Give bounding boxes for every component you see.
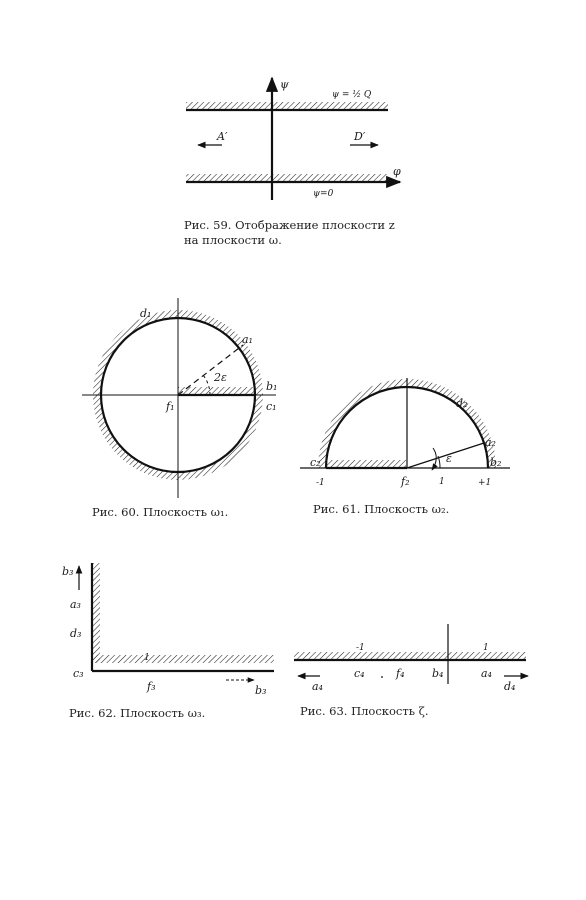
fig61-label-c: c₂ — [310, 456, 321, 469]
fig61-label-minus1: -1 — [316, 478, 325, 488]
fig62-label-f: f₃ — [147, 680, 156, 693]
fig63-label-a-left: a₄ — [312, 680, 323, 693]
fig60-diagram — [82, 298, 277, 498]
fig61-label-b: b₂ — [490, 456, 502, 469]
fig59-top-line-label: ψ = ½ Q — [332, 90, 372, 100]
fig59-caption-line2: на плоскости ω. — [184, 233, 282, 247]
fig63-label-a: a₄ — [481, 667, 492, 680]
fig60-label-a: a₁ — [242, 333, 253, 346]
fig61-label-plus1: +1 — [478, 478, 492, 488]
fig59-top-hatch — [186, 102, 388, 110]
fig63-label-f: f₄ — [396, 667, 405, 680]
fig60-label-f: f₁ — [166, 400, 175, 413]
fig59-diagram — [186, 78, 401, 200]
fig63-hatch — [294, 652, 526, 660]
fig60-caption: Рис. 60. Плоскость ω₁. — [92, 505, 229, 519]
fig62-vertical-hatch — [92, 563, 100, 663]
fig59-left-arrow-label: A′ — [217, 130, 228, 143]
fig61-label-a: a₂ — [485, 436, 496, 449]
fig62-caption: Рис. 62. Плоскость ω₃. — [69, 706, 206, 720]
fig63-label-d: d₄ — [504, 680, 516, 693]
fig62-label-a: a₃ — [70, 598, 81, 611]
fig59-phi-label: φ — [393, 165, 401, 178]
fig63-label-b: b₄ — [432, 667, 444, 680]
fig62-horizontal-hatch — [92, 655, 274, 663]
fig62-label-one: 1 — [144, 653, 150, 663]
fig60-label-c: c₁ — [266, 400, 277, 413]
fig62-label-d: d₃ — [70, 627, 82, 640]
fig60-label-b: b₁ — [266, 380, 278, 393]
fig59-psi-label: ψ — [280, 78, 289, 91]
fig62-label-b-top: b₃ — [62, 565, 74, 578]
fig61-left-base-hatch — [326, 460, 406, 468]
fig62-label-c: c₃ — [73, 667, 84, 680]
fig62-label-b-right: b₃ — [255, 684, 267, 697]
fig63-caption: Рис. 63. Плоскость ζ. — [300, 704, 429, 718]
fig63-diagram — [294, 624, 528, 693]
fig61-label-d: d₂ — [456, 397, 468, 410]
fig63-mid-dot — [381, 676, 383, 678]
fig59-caption-line1: Рис. 59. Отображение плоскости z — [184, 218, 395, 232]
fig61-caption: Рис. 61. Плоскость ω₂. — [313, 502, 450, 516]
fig63-label-c: c₄ — [354, 667, 365, 680]
fig63-label-one: 1 — [483, 643, 489, 653]
fig59-caption — [184, 218, 395, 248]
fig60-cut-hatch — [178, 387, 255, 395]
fig61-label-f: f₂ — [401, 475, 410, 488]
fig59-bottom-line-label: ψ=0 — [313, 189, 334, 199]
fig62-diagram — [62, 563, 274, 697]
fig59-bottom-hatch — [186, 174, 388, 182]
fig60-label-d: d₁ — [140, 307, 152, 320]
fig60-label-angle: 2ε — [214, 371, 227, 384]
fig61-label-one: 1 — [439, 477, 445, 487]
fig61-label-eps: ε — [446, 452, 452, 465]
fig59-right-arrow-label: D′ — [354, 130, 366, 143]
fig61-diagram — [300, 378, 510, 488]
fig63-label-minus1: -1 — [356, 643, 365, 653]
